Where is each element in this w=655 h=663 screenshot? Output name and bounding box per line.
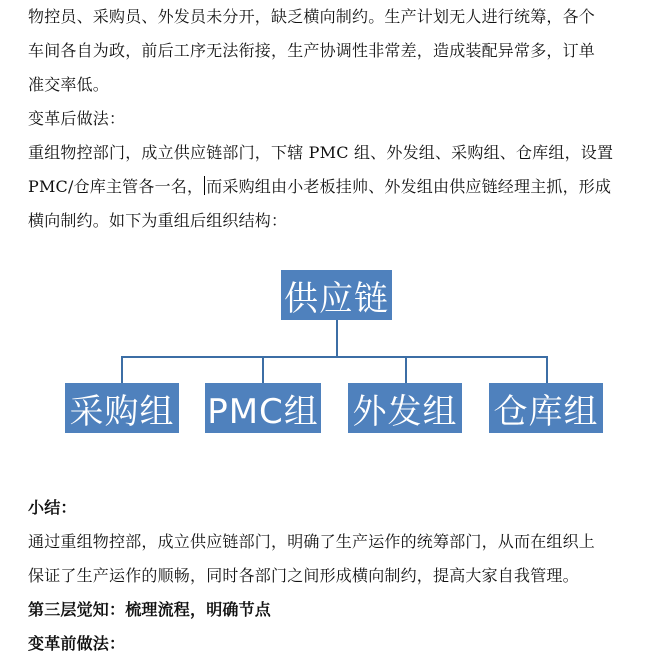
org-child-box-pmc: PMC组 xyxy=(205,383,321,433)
paragraph1-line1: 物控员、采购员、外发员未分开，缺乏横向制约。生产计划无人进行统筹，各个 xyxy=(28,7,596,26)
org-child-box-warehouse: 仓库组 xyxy=(489,383,603,433)
summary-heading: 小结： xyxy=(28,498,77,517)
paragraph1-line3: 准交率低。 xyxy=(28,75,110,94)
org-child-box-outsourcing: 外发组 xyxy=(348,383,462,433)
org-connector-root xyxy=(336,320,338,357)
paragraph2-line2-part2: 而采购组由小老板挂帅、外发组由供应链经理主抓，形成 xyxy=(206,177,612,196)
org-child-box-purchasing: 采购组 xyxy=(65,383,179,433)
org-root-box: 供应链 xyxy=(281,270,392,320)
section3-heading: 第三层觉知：梳理流程，明确节点 xyxy=(28,600,272,619)
paragraph2-line2-part1: PMC/仓库主管各一名， xyxy=(28,177,204,196)
after-heading: 变革后做法： xyxy=(28,109,126,128)
org-connector-2 xyxy=(262,356,264,383)
paragraph2-line1: 重组物控部门，成立供应链部门，下辖 PMC 组、外发组、采购组、仓库组，设置 xyxy=(28,143,614,162)
paragraph1-line2: 车间各自为政，前后工序无法衔接，生产协调性非常差，造成装配异常多，订单 xyxy=(28,41,596,60)
summary-line1: 通过重组物控部，成立供应链部门，明确了生产运作的统筹部门，从而在组织上 xyxy=(28,532,596,551)
org-connector-1 xyxy=(121,356,123,383)
paragraph2-line3: 横向制约。如下为重组后组织结构： xyxy=(28,211,288,230)
before-heading: 变革前做法： xyxy=(28,634,126,653)
org-connector-horizontal xyxy=(121,356,547,358)
org-connector-3 xyxy=(405,356,407,383)
summary-line2: 保证了生产运作的顺畅，同时各部门之间形成横向制约，提高大家自我管理。 xyxy=(28,566,579,585)
paragraph2-line2 xyxy=(28,176,611,198)
org-connector-4 xyxy=(546,356,548,383)
